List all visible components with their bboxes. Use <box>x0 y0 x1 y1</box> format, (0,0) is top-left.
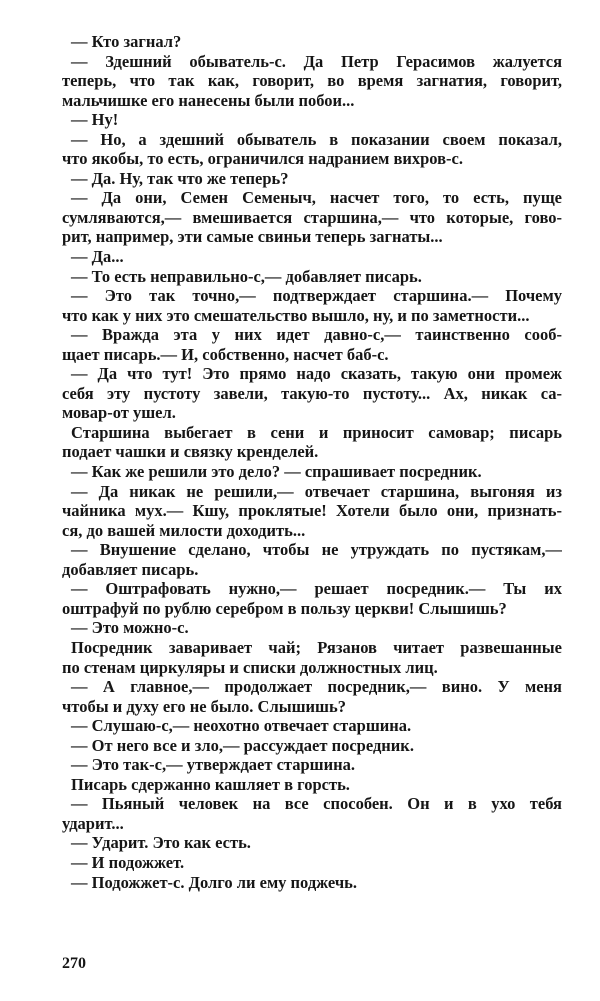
text-line: ся, до вашей милости доходить... <box>62 520 306 540</box>
text-line: по стенам циркуляры и списки должностных лиц. <box>62 657 438 677</box>
text-line: мовар-от ушел. <box>62 403 176 423</box>
text-line: — Как же решили это дело? — спрашивает посредник. <box>71 462 482 482</box>
text-line: что якобы, то есть, ограничился надранием вихров-с. <box>62 149 464 169</box>
paragraph <box>62 833 562 853</box>
paragraph <box>62 618 562 638</box>
text-line: — Оштрафовать нужно,— решает посредник.— Ты их <box>71 579 562 599</box>
text-line: Писарь сдержанно кашляет в горсть. <box>71 774 350 794</box>
text-line: — Но, а здешний обыватель в показании своем показал, <box>71 129 562 149</box>
paragraph <box>62 540 562 579</box>
paragraph <box>62 188 562 247</box>
text-line: щает писарь.— И, собственно, насчет баб-с. <box>62 344 389 364</box>
text-line: сумляваются,— вмешивается старшина,— что которые, гово- <box>62 207 562 227</box>
paragraph <box>62 52 562 111</box>
text-line: — Ну! <box>71 110 119 130</box>
text-line: — От него все и зло,— рассуждает посредник. <box>71 735 414 755</box>
paragraph <box>62 286 562 325</box>
paragraph <box>62 32 562 52</box>
text-line: оштрафуй по рублю серебром в пользу церкви! Слышишь? <box>62 598 507 618</box>
paragraph <box>62 325 562 364</box>
paragraph <box>62 755 562 775</box>
paragraph <box>62 482 562 541</box>
text-line: что как у них это смешательство вышло, ну, и по заметности... <box>62 305 530 325</box>
page-number: 270 <box>62 955 86 972</box>
text-line: себя эту пустоту завели, такую-то пустоту... Ах, никак са- <box>62 383 562 403</box>
text-line: — Это так точно,— подтверждает старшина.— Почему <box>71 286 562 306</box>
paragraph <box>62 364 562 423</box>
paragraph <box>62 736 562 756</box>
text-line: теперь, что так как, говорит, во время загнатия, говорит, <box>62 71 562 91</box>
paragraph <box>62 677 562 716</box>
text-line: — И подожжет. <box>71 852 185 872</box>
paragraph <box>62 423 562 462</box>
paragraph <box>62 247 562 267</box>
text-line: — Внушение сделано, чтобы не утруждать по пустякам,— <box>71 540 562 560</box>
paragraph <box>62 716 562 736</box>
text-line: Посредник заваривает чай; Рязанов читает развешанные <box>71 637 562 657</box>
text-line: — Да никак не решили,— отвечает старшина, выгоняя из <box>71 481 562 501</box>
paragraph <box>62 794 562 833</box>
text-line: — То есть неправильно-с,— добавляет писарь. <box>71 266 422 286</box>
paragraph <box>62 638 562 677</box>
text-line: — Вражда эта у них идет давно-с,— таинственно сооб- <box>71 325 562 345</box>
paragraph <box>62 130 562 169</box>
paragraph <box>62 169 562 189</box>
text-line: подает чашки и связку кренделей. <box>62 442 319 462</box>
text-line: — Слушаю-с,— неохотно отвечает старшина. <box>71 716 412 736</box>
text-line: добавляет писарь. <box>62 559 199 579</box>
paragraph <box>62 873 562 893</box>
text-line: рит, например, эти самые свиньи теперь загнаты... <box>62 227 443 247</box>
text-line: — Да... <box>71 247 124 267</box>
paragraph <box>62 462 562 482</box>
text-line: — Это так-с,— утверждает старшина. <box>71 755 355 775</box>
text-line: — Это можно-с. <box>71 618 189 638</box>
text-line: Старшина выбегает в сени и приносит самовар; писарь <box>71 422 562 442</box>
text-line: — Да они, Семен Семеныч, насчет того, то есть, пуще <box>71 188 562 208</box>
paragraph <box>62 579 562 618</box>
text-line: — Подожжет-с. Долго ли ему поджечь. <box>71 872 357 892</box>
text-line: — Здешний обыватель-с. Да Петр Герасимов жалуется <box>71 51 562 71</box>
text-line: — А главное,— продолжает посредник,— вино. У меня <box>71 677 562 697</box>
text-line: мальчишке его нанесены были побои... <box>62 90 355 110</box>
paragraph <box>62 110 562 130</box>
body-text <box>62 32 562 892</box>
paragraph <box>62 267 562 287</box>
paragraph <box>62 775 562 795</box>
text-line: ударит... <box>62 813 124 833</box>
text-line: — Да что тут! Это прямо надо сказать, такую они промеж <box>71 364 562 384</box>
text-line: — Да. Ну, так что же теперь? <box>71 168 289 188</box>
text-line: — Ударит. Это как есть. <box>71 833 251 853</box>
text-line: чтобы и духу его не было. Слышишь? <box>62 696 346 716</box>
text-line: — Пьяный человек на все способен. Он и в ухо тебя <box>71 794 562 814</box>
paragraph <box>62 853 562 873</box>
text-line: — Кто загнал? <box>71 32 182 51</box>
text-line: чайника мух.— Кшу, проклятые! Хотели было они, признать- <box>62 501 562 521</box>
